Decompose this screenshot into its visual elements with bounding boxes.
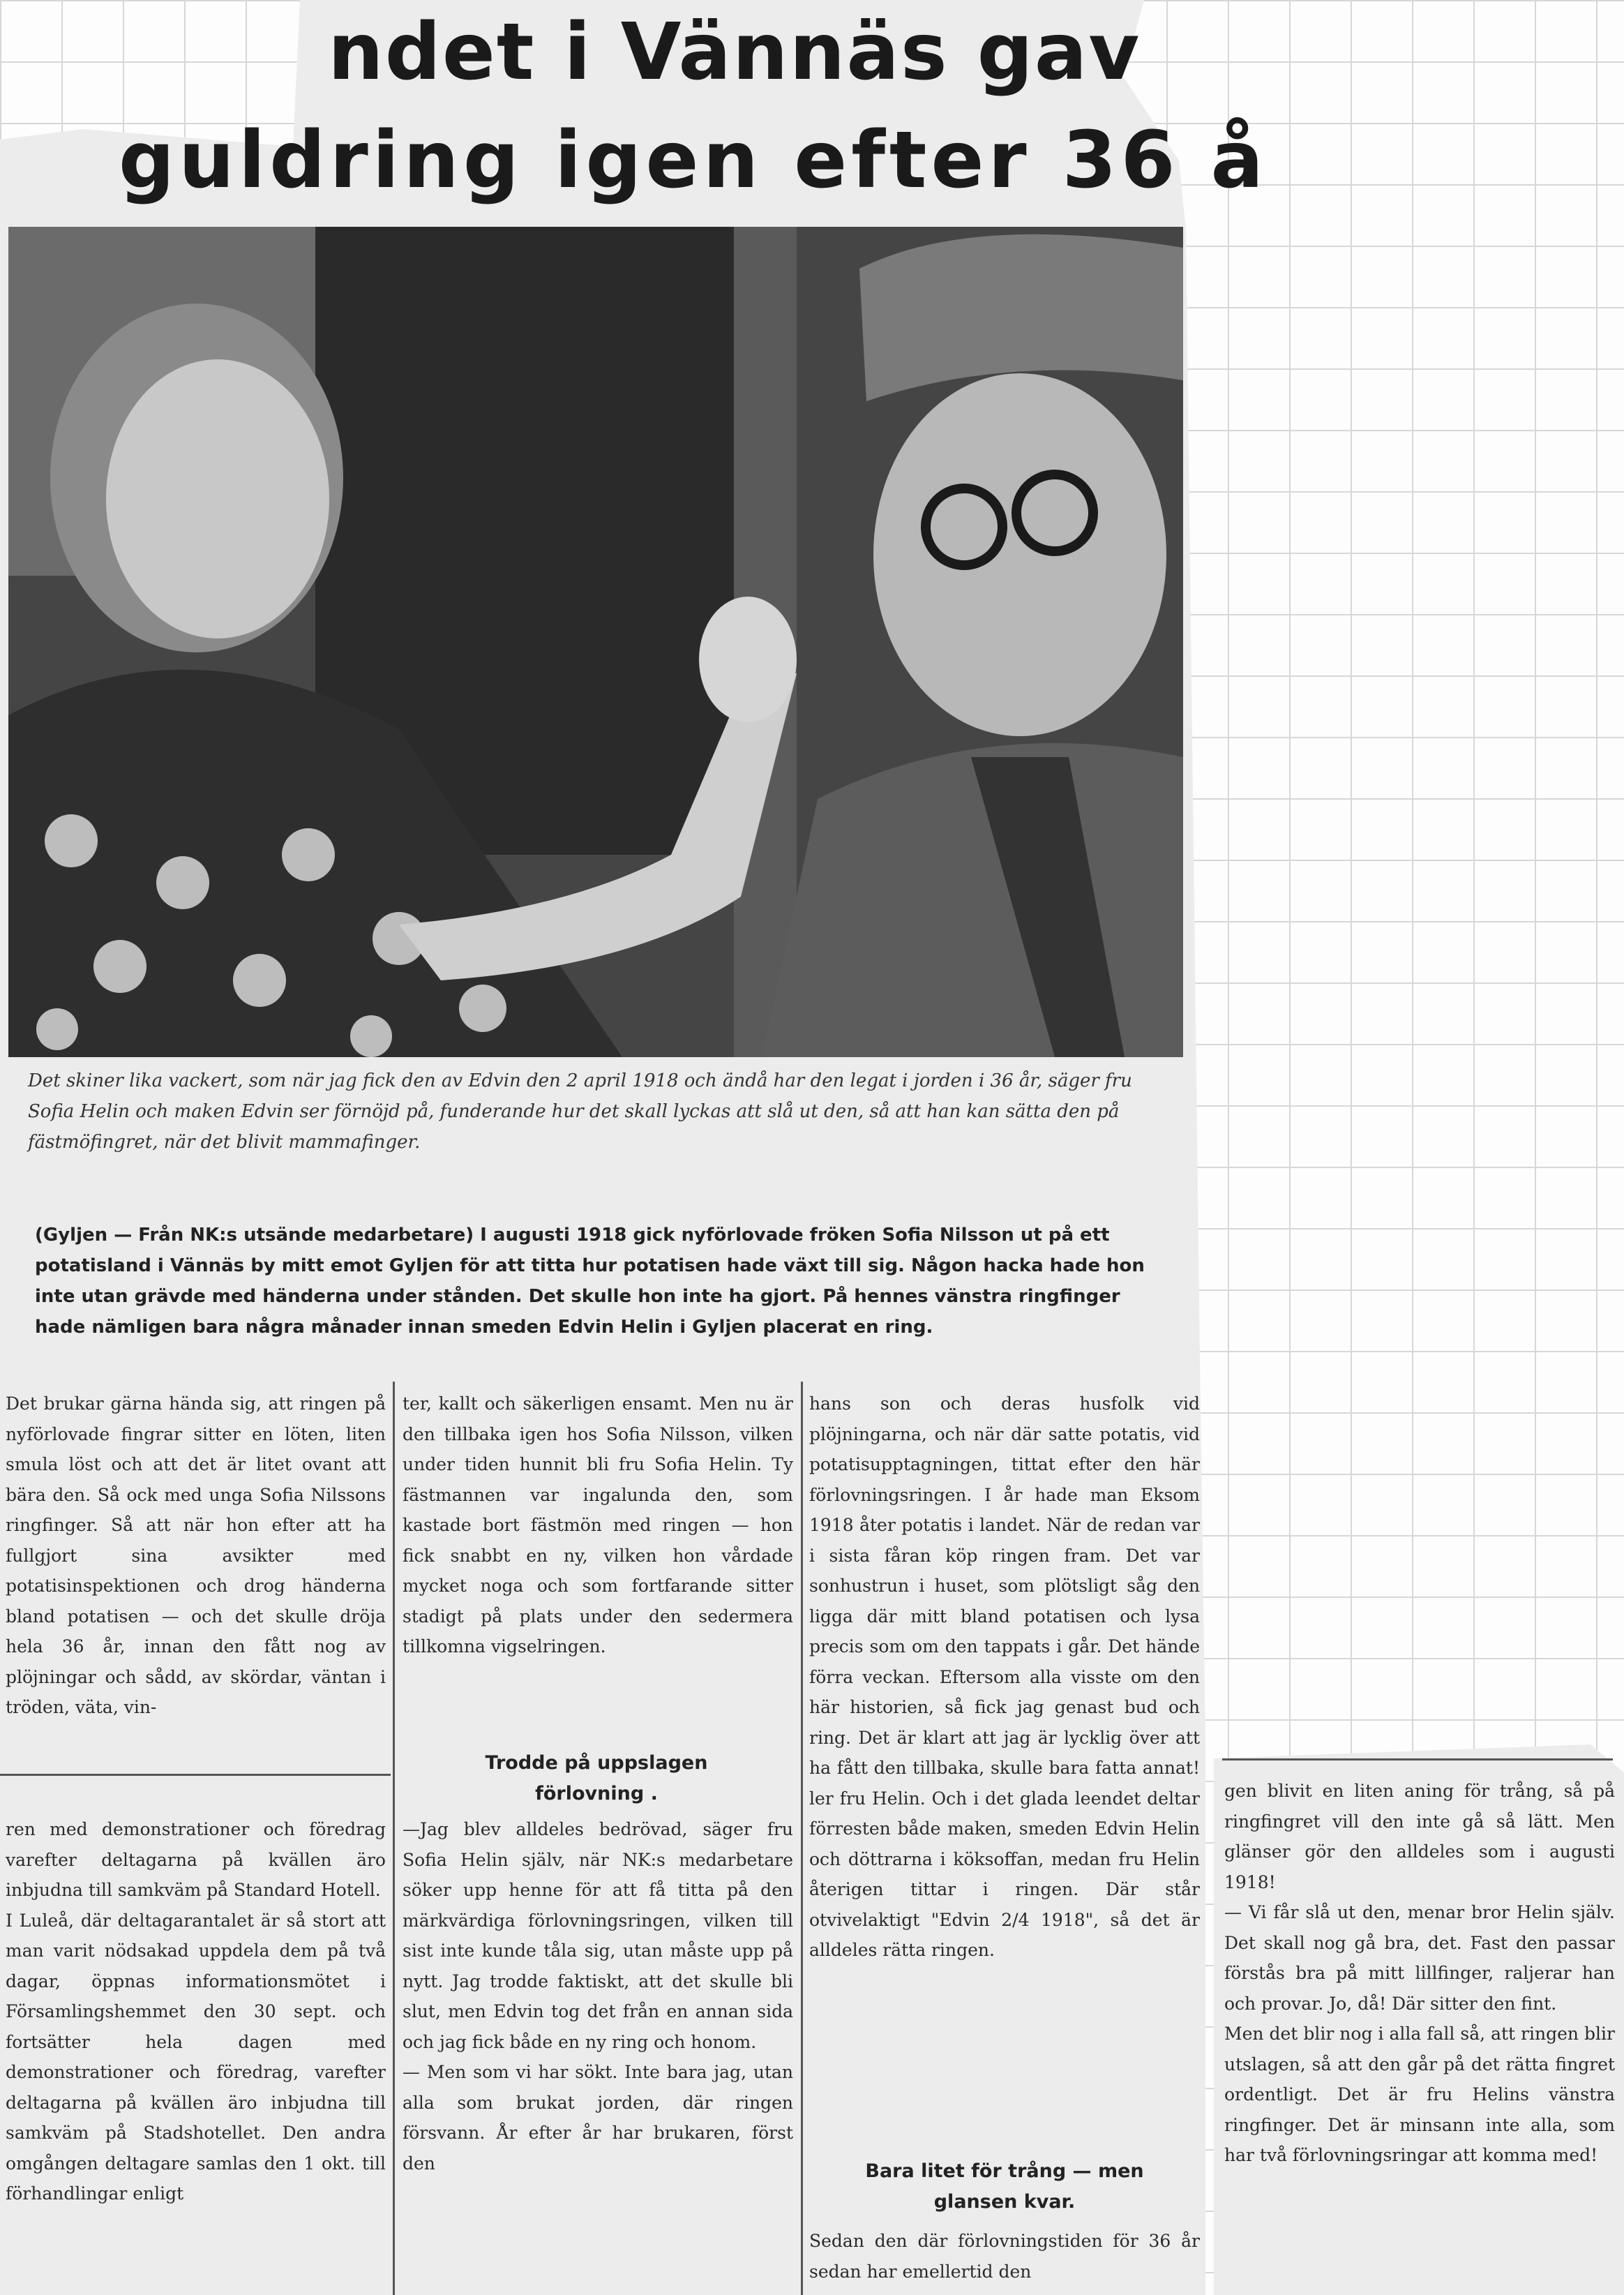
- column-rule: [1222, 1758, 1613, 1761]
- column-rule: [393, 1382, 395, 2295]
- subhead-trodde: Trodde på uppslagen förlovning .: [485, 1752, 708, 1804]
- column-rule: [0, 1774, 391, 1776]
- column-rule: [801, 1382, 803, 2295]
- article-column-3-top: hans son och deras husfolk vid plöjningarna, och när där satte potatis, vid potatisupptagningen, tittat efter den här förlovningsringen. I år hade man Eksom 1918 åter potatis i landet. När de redan var i sista fåran köp ringen fram. Det var sonhustrun i huset, som plötsligt såg den ligga där mitt bland potatisen och lysa precis som om den tappats i går. Det hände förra veckan. Eftersom alla visste om den här historien, så fick jag genast bud och ring. Det är klart att jag är lycklig över att ha fått den tillbaka, skulle bara fatta annat! ler fru Helin. Och i det glada leendet deltar förresten både maken, smeden Edvin Helin och döttrarna i köksoffan, medan fru Helin återigen tittar i ringen. Där står otvivelaktigt "Edvin 2/4 1918", så det är alldeles rätta ringen.: [809, 1393, 1200, 1960]
- article-column-4: gen blivit en liten aning för trång, så på ringfingret vill den inte gå så lätt. Men glänser gör den alldeles som i augusti 1918! — Vi får slå ut den, menar bror Helin själv. Det skall nog gå bra, det. Fast den passar förstås bra på mitt lillfinger, raljerar han och provar. Jo, då! Där sitter den fint. Men det blir nog i alla fall så, att ringen blir utslagen, så att den går på det rätta fingret ordentligt. Det är fru Helins vänstra ringfinger. Det är minsann inte alla, som har två förlovningsringar att komma med!: [1224, 1781, 1615, 2165]
- subhead-bara-litet: Bara litet för trång — men glansen kvar.: [865, 2160, 1144, 2213]
- headline-line-1: ndet i Vännäs gav: [328, 7, 1141, 98]
- article-column-2-top: ter, kallt och säkerligen ensamt. Men nu är den tillbaka igen hos Sofia Nilsson, vilken under tiden hunnit bli fru Sofia Helin. Ty fästmannen var ingalunda den, som kastade bort fästmön med ringen — hon fick snabbt en ny, vilken hon vårdade mycket noga och som fortfarande sitter stadigt på plats under den sedermera tillkomna vigselringen.: [403, 1393, 793, 1657]
- article-column-3-bottom: Sedan den där förlovningstiden för 36 år sedan har emellertid den: [809, 2231, 1200, 2282]
- headline-line-2: guldring igen efter 36 å: [119, 115, 1268, 206]
- article-column-1-bottom: ren med demonstrationer och föredrag varefter deltagarna på kvällen äro inbjudna till samkväm på Standard Hotell. I Luleå, där deltagarantalet är så stort att man varit nödsakad uppdela dem på två dagar, öppnas informationsmötet i Församlingshemmet den 30 sept. och fortsätter hela dagen med demonstrationer och föredrag, varefter deltagarna på kvällen äro inbjudna till samkväm på Stadshotellet. Den andra omgången deltagare samlas den 1 okt. till förhandlingar enligt: [6, 1819, 386, 2204]
- article-lead: (Gyljen — Från NK:s utsände medarbetare) I augusti 1918 gick nyförlovade fröken Sofia Nilsson ut på ett potatisland i Vännäs by mitt emot Gyljen för att titta hur potatisen hade växt till sig. Någon hacka hade hon inte utan grävde med händerna under stånden. Det skulle hon inte ha gjort. På hennes vänstra ringfinger hade nämligen bara några månader innan smeden Edvin Helin i Gyljen placerat en ring.: [35, 1225, 1145, 1338]
- article-column-1-top: Det brukar gärna hända sig, att ringen på nyförlovade fingrar sitter en löten, liten smula löst och att det är litet ovant att bära den. Så ock med unga Sofia Nilssons ringfinger. Så att när hon efter att ha fullgjort sina avsikter med potatisinspektionen och drog händerna bland potatisen — och det skulle dröja hela 36 år, innan den fått nog av plöjningar och sådd, av skördar, väntan i tröden, väta, vin-: [6, 1393, 386, 1717]
- photo-illustration: [8, 227, 1183, 1057]
- article-column-2-bottom: —Jag blev alldeles bedrövad, säger fru Sofia Helin själv, när NK:s medarbetare söker upp henne för att få titta på den märkvärdiga förlovningsringen, vilken till sist inte kunde tåla sig, utan måste upp på nytt. Jag trodde faktiskt, att det skulle bli slut, men Edvin tog det från en annan sida och jag fick både en ny ring och honom. — Men som vi har sökt. Inte bara jag, utan alla som brukat jorden, där ringen försvann. År efter år har brukaren, först den: [403, 1819, 793, 2174]
- news-photo: [8, 227, 1183, 1057]
- photo-caption: Det skiner lika vackert, som när jag fick den av Edvin den 2 april 1918 och ändå har den legat i jorden i 36 år, säger fru Sofia Helin och maken Edvin ser förnöjd på, funderande hur det skall lyckas att slå ut den, så att han kan sätta den på fästmöfingret, när det blivit mammafinger.: [28, 1070, 1132, 1153]
